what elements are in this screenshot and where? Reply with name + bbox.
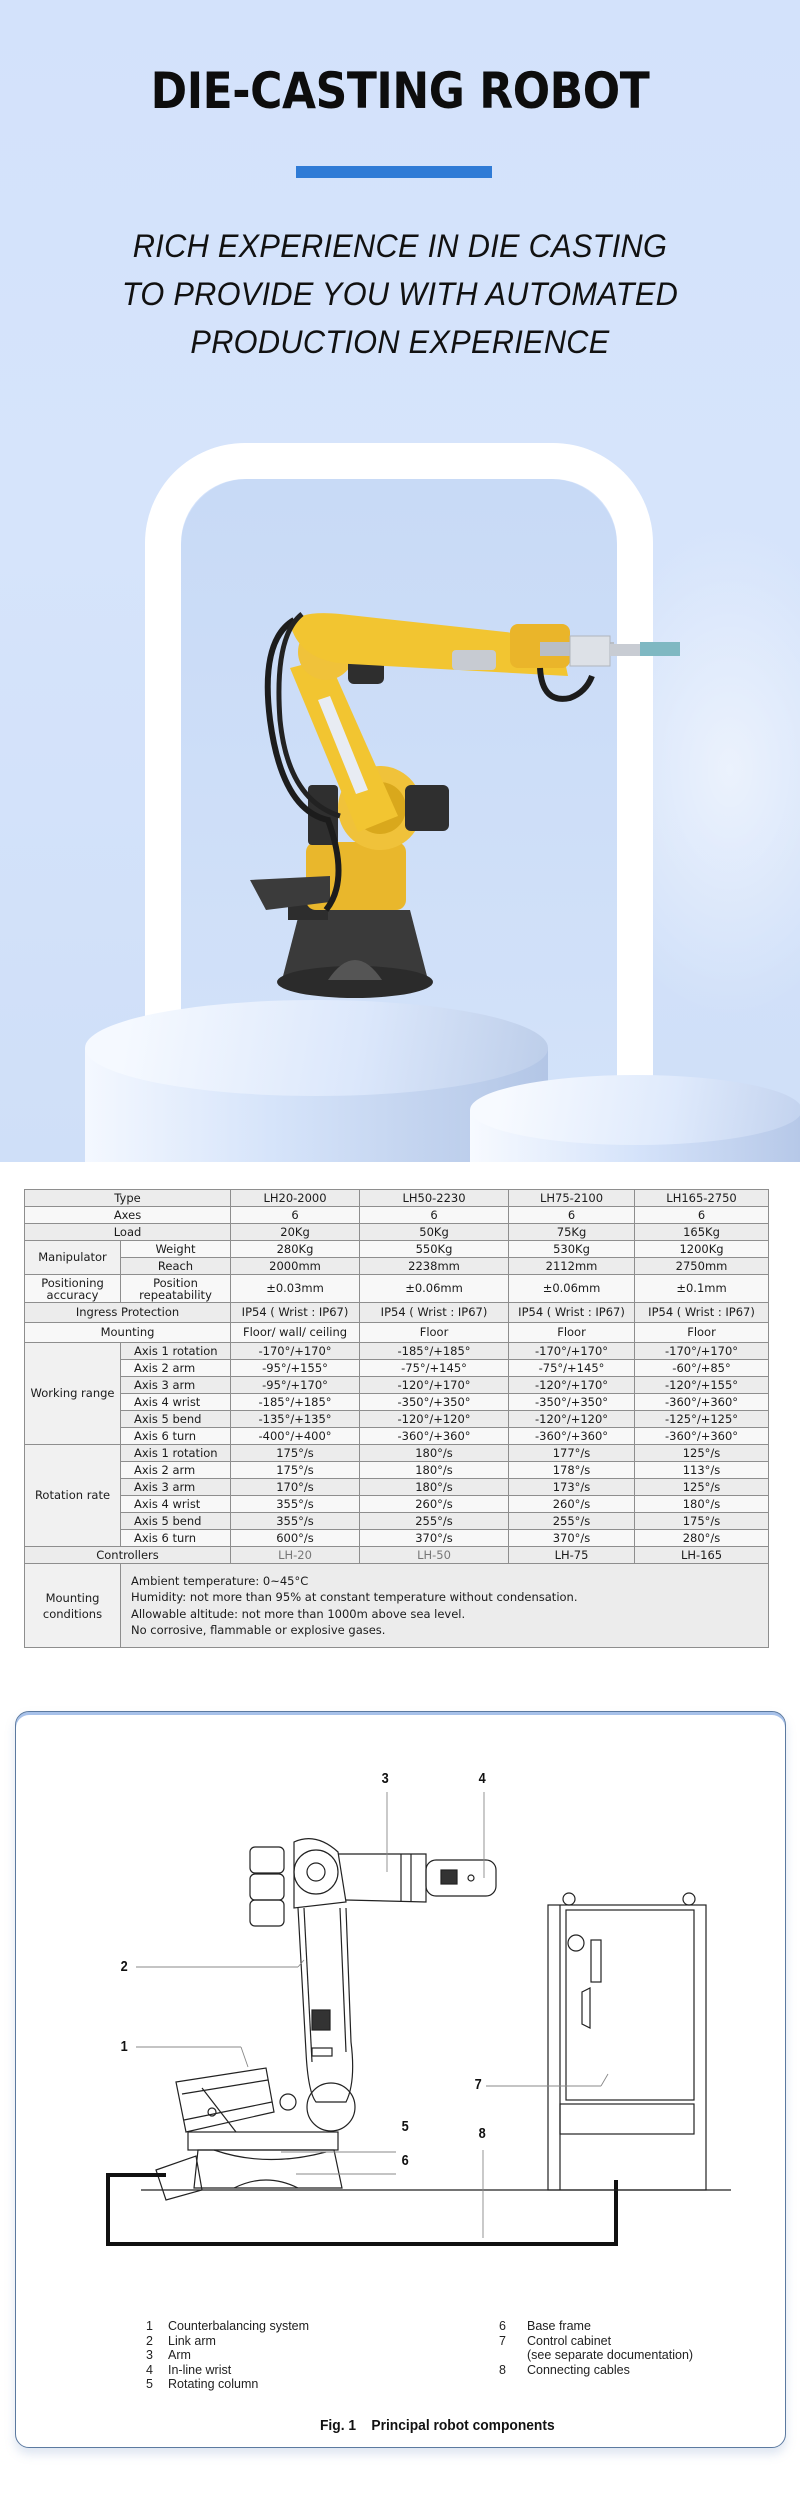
cell: LH-165 (635, 1547, 769, 1564)
cell: -350°/+350° (509, 1394, 635, 1411)
cell: 75Kg (509, 1224, 635, 1241)
table-row-working-axis4 (25, 1394, 769, 1411)
cell: -75°/+145° (360, 1360, 509, 1377)
cell: 180°/s (360, 1479, 509, 1496)
cell: IP54 ( Wrist : IP67) (509, 1303, 635, 1323)
cell: 125°/s (635, 1445, 769, 1462)
cell: Floor (509, 1323, 635, 1343)
cell: -95°/+155° (231, 1360, 360, 1377)
group-label: Rotation rate (25, 1445, 121, 1547)
cell: 550Kg (360, 1241, 509, 1258)
condition-line: No corrosive, flammable or explosive gases. (131, 1623, 386, 1637)
group-label: Mounting conditions (25, 1564, 121, 1648)
row-label: Reach (121, 1258, 231, 1275)
row-label: Axis 3 arm (121, 1377, 231, 1394)
cell: -360°/+360° (360, 1428, 509, 1445)
callout-6: 6 (401, 2152, 409, 2169)
cell: 180°/s (635, 1496, 769, 1513)
table-row-rate-axis1 (25, 1445, 769, 1462)
table-row-working-axis2 (25, 1360, 769, 1377)
cell: 180°/s (360, 1462, 509, 1479)
cell: 255°/s (360, 1513, 509, 1530)
row-label: Axis 6 turn (121, 1530, 231, 1547)
cell: Floor (360, 1323, 509, 1343)
cell: -95°/+170° (231, 1377, 360, 1394)
cell: -360°/+360° (509, 1428, 635, 1445)
table-row-controllers (25, 1547, 769, 1564)
cell: 6 (231, 1207, 360, 1224)
cell: IP54 ( Wrist : IP67) (635, 1303, 769, 1323)
table-row-rate-axis3 (25, 1479, 769, 1496)
callout-7: 7 (474, 2076, 482, 2093)
cell: 370°/s (360, 1530, 509, 1547)
cell: -125°/+125° (635, 1411, 769, 1428)
row-label: Mounting (25, 1323, 231, 1343)
cell: 370°/s (509, 1530, 635, 1547)
spec-table (24, 1189, 769, 1648)
table-row-type (25, 1190, 769, 1207)
page-title: DIE-CASTING ROBOT (150, 62, 650, 120)
row-label: Axis 4 wrist (121, 1394, 231, 1411)
cell: LH-50 (360, 1547, 509, 1564)
cell: -185°/+185° (360, 1343, 509, 1360)
subtitle-line: RICH EXPERIENCE IN DIE CASTING (132, 228, 668, 264)
condition-line: Ambient temperature: 0~45°C (131, 1573, 309, 1588)
row-label: Type (25, 1190, 231, 1207)
cell: -170°/+170° (231, 1343, 360, 1360)
cell: 280°/s (635, 1530, 769, 1547)
cell: ±0.1mm (635, 1275, 769, 1303)
cell: 173°/s (509, 1479, 635, 1496)
cell: 260°/s (360, 1496, 509, 1513)
cell: 600°/s (231, 1530, 360, 1547)
row-label: Position repeatability (121, 1275, 231, 1303)
callout-4: 4 (478, 1770, 486, 1787)
conditions-text (121, 1564, 769, 1648)
cell: Floor (635, 1323, 769, 1343)
cell: 2000mm (231, 1258, 360, 1275)
table-row-rate-axis6 (25, 1530, 769, 1547)
robot-arm-image (230, 580, 700, 1040)
cell: IP54 ( Wrist : IP67) (360, 1303, 509, 1323)
row-label: Axis 6 turn (121, 1428, 231, 1445)
table-row-axes (25, 1207, 769, 1224)
row-label: Axis 4 wrist (121, 1496, 231, 1513)
cell: ±0.06mm (509, 1275, 635, 1303)
table-row-working-axis3 (25, 1377, 769, 1394)
cell: 2750mm (635, 1258, 769, 1275)
cell: 177°/s (509, 1445, 635, 1462)
cell: LH165-2750 (635, 1190, 769, 1207)
cell: -360°/+360° (635, 1394, 769, 1411)
row-label: Axis 3 arm (121, 1479, 231, 1496)
cell: -75°/+145° (509, 1360, 635, 1377)
cell: 6 (509, 1207, 635, 1224)
cell: -170°/+170° (509, 1343, 635, 1360)
row-label: Axis 2 arm (121, 1462, 231, 1479)
figure-caption: Fig. 1 Principal robot components (320, 2417, 555, 2434)
cell: -350°/+350° (360, 1394, 509, 1411)
cell: 170°/s (231, 1479, 360, 1496)
cell: LH20-2000 (231, 1190, 360, 1207)
cell: LH-20 (231, 1547, 360, 1564)
cell: ±0.03mm (231, 1275, 360, 1303)
cell: 180°/s (360, 1445, 509, 1462)
cell: 178°/s (509, 1462, 635, 1479)
table-row-rate-axis2 (25, 1462, 769, 1479)
table-row-ingress (25, 1303, 769, 1323)
cell: 113°/s (635, 1462, 769, 1479)
cell: 6 (635, 1207, 769, 1224)
callout-2: 2 (120, 1958, 128, 1975)
legend-item: 5 Rotating column (146, 2377, 259, 2391)
cell: 175°/s (635, 1513, 769, 1530)
legend-item: 2 Link arm (146, 2333, 216, 2348)
row-label: Axis 5 bend (121, 1411, 231, 1428)
cell: 355°/s (231, 1496, 360, 1513)
cell: 255°/s (509, 1513, 635, 1530)
cell: 2112mm (509, 1258, 635, 1275)
cell: -120°/+170° (509, 1377, 635, 1394)
row-label: Controllers (25, 1547, 231, 1564)
row-label: Ingress Protection (25, 1303, 231, 1323)
legend-item: 4 In-line wrist (146, 2362, 232, 2377)
cell: 280Kg (231, 1241, 360, 1258)
cell: Floor/ wall/ ceiling (231, 1323, 360, 1343)
table-row-load (25, 1224, 769, 1241)
row-label: Axis 1 rotation (121, 1343, 231, 1360)
cell: -60°/+85° (635, 1360, 769, 1377)
cell: 6 (360, 1207, 509, 1224)
table-row-rate-axis5 (25, 1513, 769, 1530)
cell: LH75-2100 (509, 1190, 635, 1207)
legend-left (146, 2319, 309, 2392)
cell: 50Kg (360, 1224, 509, 1241)
group-label: Manipulator (25, 1241, 121, 1275)
cell: -400°/+400° (231, 1428, 360, 1445)
cell: ±0.06mm (360, 1275, 509, 1303)
cell: -120°/+120° (509, 1411, 635, 1428)
legend-right (499, 2319, 693, 2377)
cell: IP54 ( Wrist : IP67) (231, 1303, 360, 1323)
cell: 260°/s (509, 1496, 635, 1513)
row-label: Axis 1 rotation (121, 1445, 231, 1462)
table-row-working-axis1 (25, 1343, 769, 1360)
cell: 20Kg (231, 1224, 360, 1241)
row-label: Load (25, 1224, 231, 1241)
table-row-working-axis5 (25, 1411, 769, 1428)
legend-item: 8 Connecting cables (499, 2362, 630, 2377)
cell: -185°/+185° (231, 1394, 360, 1411)
cell: 175°/s (231, 1445, 360, 1462)
cell: 165Kg (635, 1224, 769, 1241)
group-label: Positioning accuracy (25, 1275, 121, 1303)
row-label: Weight (121, 1241, 231, 1258)
subtitle-line: TO PROVIDE YOU WITH AUTOMATED (121, 276, 679, 312)
table-row-rate-axis4 (25, 1496, 769, 1513)
cell: -360°/+360° (635, 1428, 769, 1445)
row-label: Axis 5 bend (121, 1513, 231, 1530)
callout-8: 8 (478, 2125, 486, 2142)
cell: -120°/+120° (360, 1411, 509, 1428)
table-row-working-axis6 (25, 1428, 769, 1445)
cell: -170°/+170° (635, 1343, 769, 1360)
legend-item: 3 Arm (146, 2348, 191, 2362)
cell: 175°/s (231, 1462, 360, 1479)
callout-1: 1 (120, 2038, 128, 2055)
table-row-mounting-conditions (25, 1564, 769, 1648)
row-label: Axes (25, 1207, 231, 1224)
hero-subtitle (0, 222, 800, 366)
table-row-repeatability (25, 1275, 769, 1303)
legend-item: (see separate documentation) (527, 2348, 694, 2362)
legend-item: 1 Counterbalancing system (146, 2319, 310, 2333)
callout-3: 3 (381, 1770, 389, 1787)
group-label: Working range (25, 1343, 121, 1445)
cell: LH50-2230 (360, 1190, 509, 1207)
legend-item: 6 Base frame (499, 2319, 591, 2333)
condition-line: Humidity: not more than 95% at constant temperature without condensation. (131, 1590, 578, 1604)
cell: 2238mm (360, 1258, 509, 1275)
cell: -120°/+170° (360, 1377, 509, 1394)
subtitle-line: PRODUCTION EXPERIENCE (190, 324, 610, 360)
components-diagram (15, 1711, 786, 2448)
hero-section (0, 0, 800, 1162)
cell: -120°/+155° (635, 1377, 769, 1394)
callout-5: 5 (401, 2118, 409, 2135)
pedestal-small (470, 1075, 800, 1162)
cell: LH-75 (509, 1547, 635, 1564)
table-row-weight (25, 1241, 769, 1258)
table-row-reach (25, 1258, 769, 1275)
cell: 355°/s (231, 1513, 360, 1530)
table-row-mounting (25, 1323, 769, 1343)
condition-line: Allowable altitude: not more than 1000m above sea level. (131, 1606, 466, 1621)
cell: -135°/+135° (231, 1411, 360, 1428)
cell: 1200Kg (635, 1241, 769, 1258)
legend-item: 7 Control cabinet (499, 2333, 612, 2348)
title-accent-bar (296, 166, 492, 178)
cell: 530Kg (509, 1241, 635, 1258)
row-label: Axis 2 arm (121, 1360, 231, 1377)
cell: 125°/s (635, 1479, 769, 1496)
